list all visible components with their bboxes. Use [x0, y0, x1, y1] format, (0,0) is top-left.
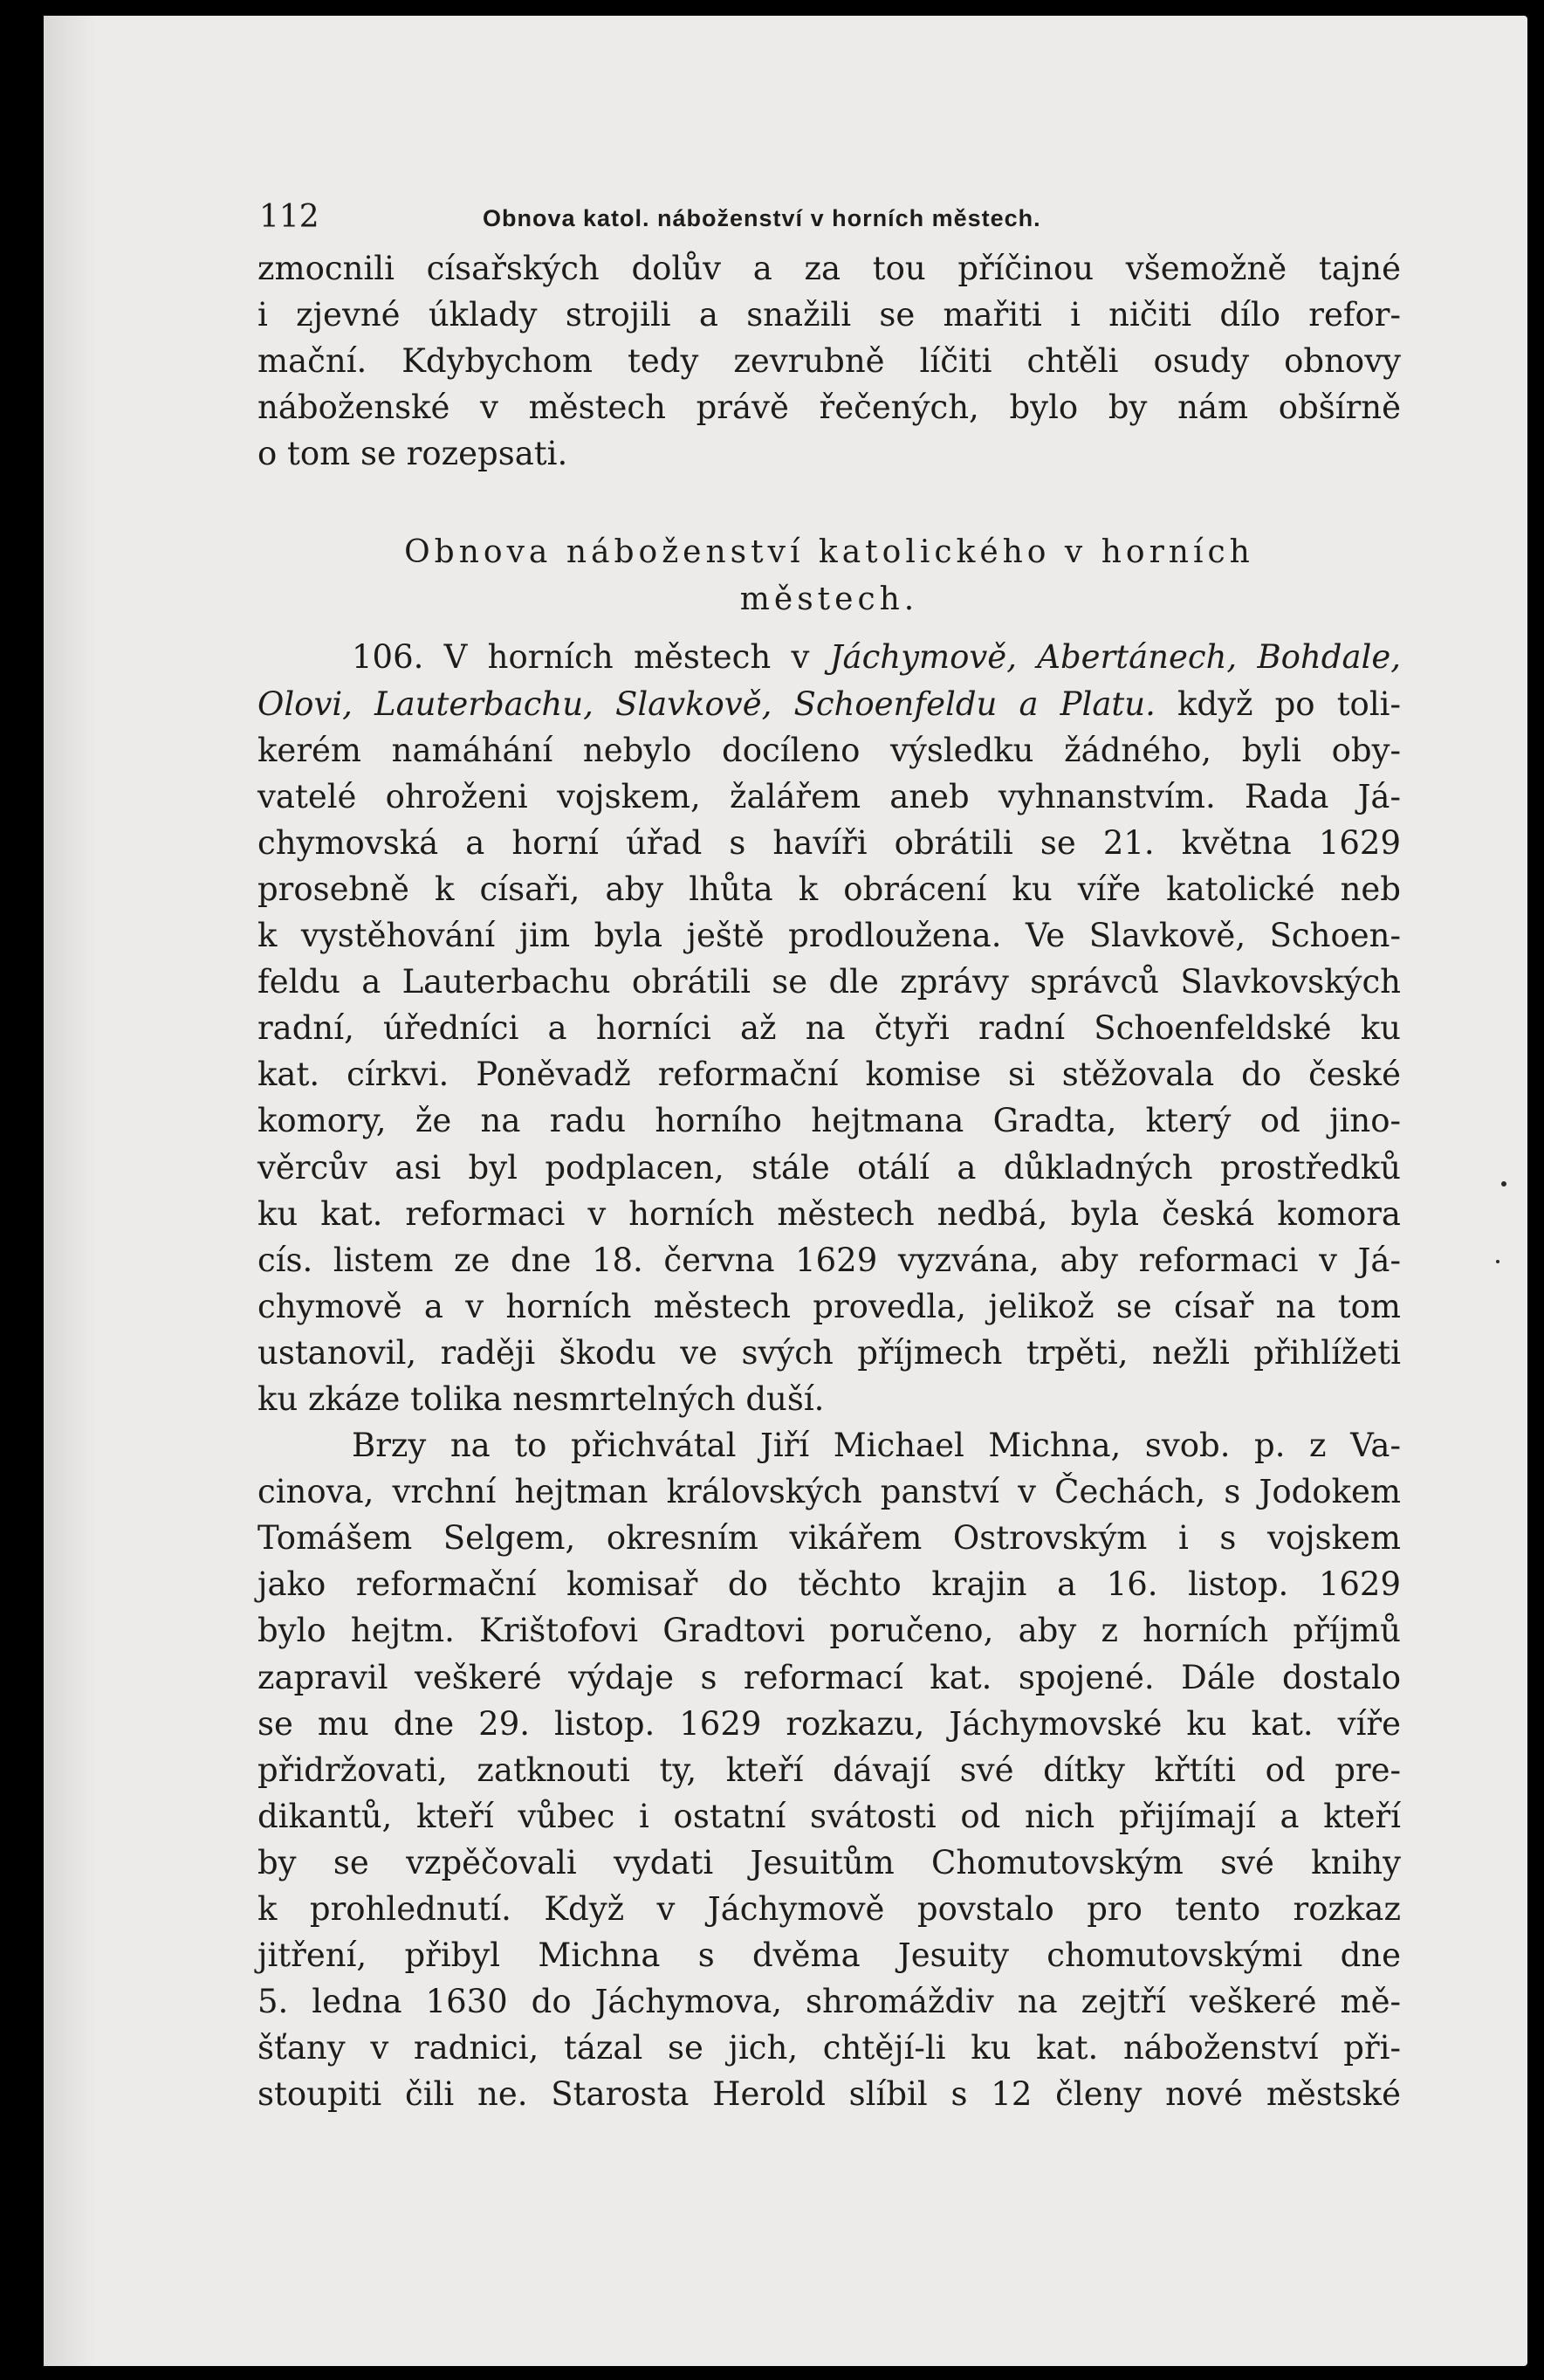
place-names-italic: Jáchymově, Abertánech, Bohdale, — [829, 638, 1401, 677]
text-line: se mu dne 29. listop. 1629 rozkazu, Jáchymovské ku kat. víře — [257, 1704, 1401, 1743]
text-line: zmocnili císařských dolův a za tou příčinou všemožně tajné — [257, 250, 1401, 287]
scan-edge-shadow — [44, 16, 96, 2366]
text-line: i zjevné úklady strojili a snažili se mařiti i ničiti dílo refor- — [257, 296, 1401, 334]
text-line: bylo hejtm. Krištofovi Gradtovi poručeno, aby z horních příjmů — [257, 1612, 1401, 1650]
text-line: kerém namáhání nebylo docíleno výsledku žádného, byli oby- — [257, 731, 1401, 769]
text-run: když po toli- — [1155, 684, 1402, 723]
text-line: by se vzpěčovali vydati Jesuitům Chomutovským své knihy — [257, 1843, 1401, 1881]
text-line: ku zkáze tolika nesmrtelných duší. — [257, 1379, 825, 1418]
text-block — [257, 190, 1401, 2117]
text-line: jako reformační komisař do těchto krajin a 16. listop. 1629 — [257, 1565, 1401, 1604]
text-line: chymovská a horní úřad s havíři obrátili se 21. května 1629 — [257, 823, 1401, 862]
text-line: ku kat. reformaci v horních městech nedbá, byla česká komora — [257, 1194, 1401, 1233]
paragraph-number-text: 106. V horních městech v — [352, 638, 830, 677]
text-line: feldu a Lauterbachu obrátili se dle zprávy správců Slavkovských — [257, 963, 1401, 1001]
text-line: náboženské v městech právě řečených, bylo by nám obšírně — [257, 389, 1401, 427]
section-heading-line: městech. — [739, 581, 919, 618]
book-page — [44, 16, 1527, 2366]
ink-speck — [1496, 1260, 1499, 1263]
place-names-italic: Olovi, Lauterbachu, Slavkově, Schoenfeldu a Platu. — [257, 684, 1156, 723]
text-line: k vystěhování jim byla ještě prodloužena. Ve Slavkově, Schoen- — [257, 917, 1401, 955]
running-head-title: Obnova katol. náboženství v horních městech. — [483, 205, 1041, 231]
paragraph-106 — [257, 634, 1401, 1422]
text-line: radní, úředníci a horníci až na čtyři radní Schoenfeldské ku — [257, 1009, 1401, 1048]
running-head — [257, 190, 1401, 237]
text-line: cís. listem ze dne 18. června 1629 vyzvána, aby reformaci v Já- — [257, 1241, 1401, 1279]
text-line: jitření, přibyl Michna s dvěma Jesuity chomutovskými dne — [257, 1936, 1401, 1975]
text-line: Tomášem Selgem, okresním vikářem Ostrovským i s vojskem — [257, 1519, 1401, 1558]
text-line: věrcův asi byl podplacen, stále otálí a důkladných prostředků — [257, 1148, 1401, 1187]
ink-speck — [1501, 1181, 1506, 1187]
text-line: přidržovati, zatknouti ty, kteří dávají své dítky křtíti od pre- — [257, 1751, 1401, 1789]
section-heading — [257, 529, 1401, 623]
text-line: vatelé ohroženi vojskem, žalářem aneb vyhnanstvím. Rada Já- — [257, 777, 1401, 815]
text-line: prosebně k císaři, aby lhůta k obrácení ku víře katolické neb — [257, 870, 1401, 908]
text-line: 5. ledna 1630 do Jáchymova, shromáždiv na zejtří veškeré mě- — [257, 1983, 1401, 2021]
text-line: stoupiti čili ne. Starosta Herold slíbil s 12 členy nové městské — [257, 2075, 1401, 2114]
text-line: kat. církvi. Poněvadž reformační komise si stěžovala do české — [257, 1056, 1401, 1094]
text-line: Brzy na to přichvátal Jiří Michael Michna, svob. p. z Va- — [352, 1427, 1401, 1465]
text-line: cinova, vrchní hejtman královských panství v Čechách, s Jodokem — [257, 1473, 1401, 1511]
page-number: 112 — [259, 199, 319, 235]
text-line: zapravil veškeré výdaje s reformací kat. spojené. Dále dostalo — [257, 1658, 1401, 1696]
text-line: k prohlednutí. Když v Jáchymově povstalo pro tento rozkaz — [257, 1890, 1401, 1928]
text-line — [257, 681, 1401, 727]
text-line: komory, že na radu horního hejtmana Gradta, který od jino- — [257, 1102, 1401, 1140]
text-line: dikantů, kteří vůbec i ostatní svátosti od nich přijímají a kteří — [257, 1797, 1401, 1835]
text-line: o tom se rozepsati. — [257, 435, 568, 473]
text-line — [257, 634, 1401, 680]
paragraph-brzy — [257, 1422, 1401, 2117]
text-line: šťany v radnici, tázal se jich, chtějí-li ku kat. náboženství při- — [257, 2029, 1401, 2067]
intro-paragraph — [257, 245, 1401, 477]
section-heading-line: Obnova náboženství katolického v horních — [404, 534, 1254, 571]
text-line: chymově a v horních městech provedla, jelikož se císař na tom — [257, 1287, 1401, 1325]
text-line: ustanovil, raději škodu ve svých příjmech trpěti, nežli přihlížeti — [257, 1333, 1401, 1372]
text-line: mační. Kdybychom tedy zevrubně líčiti chtěli osudy obnovy — [257, 342, 1401, 381]
